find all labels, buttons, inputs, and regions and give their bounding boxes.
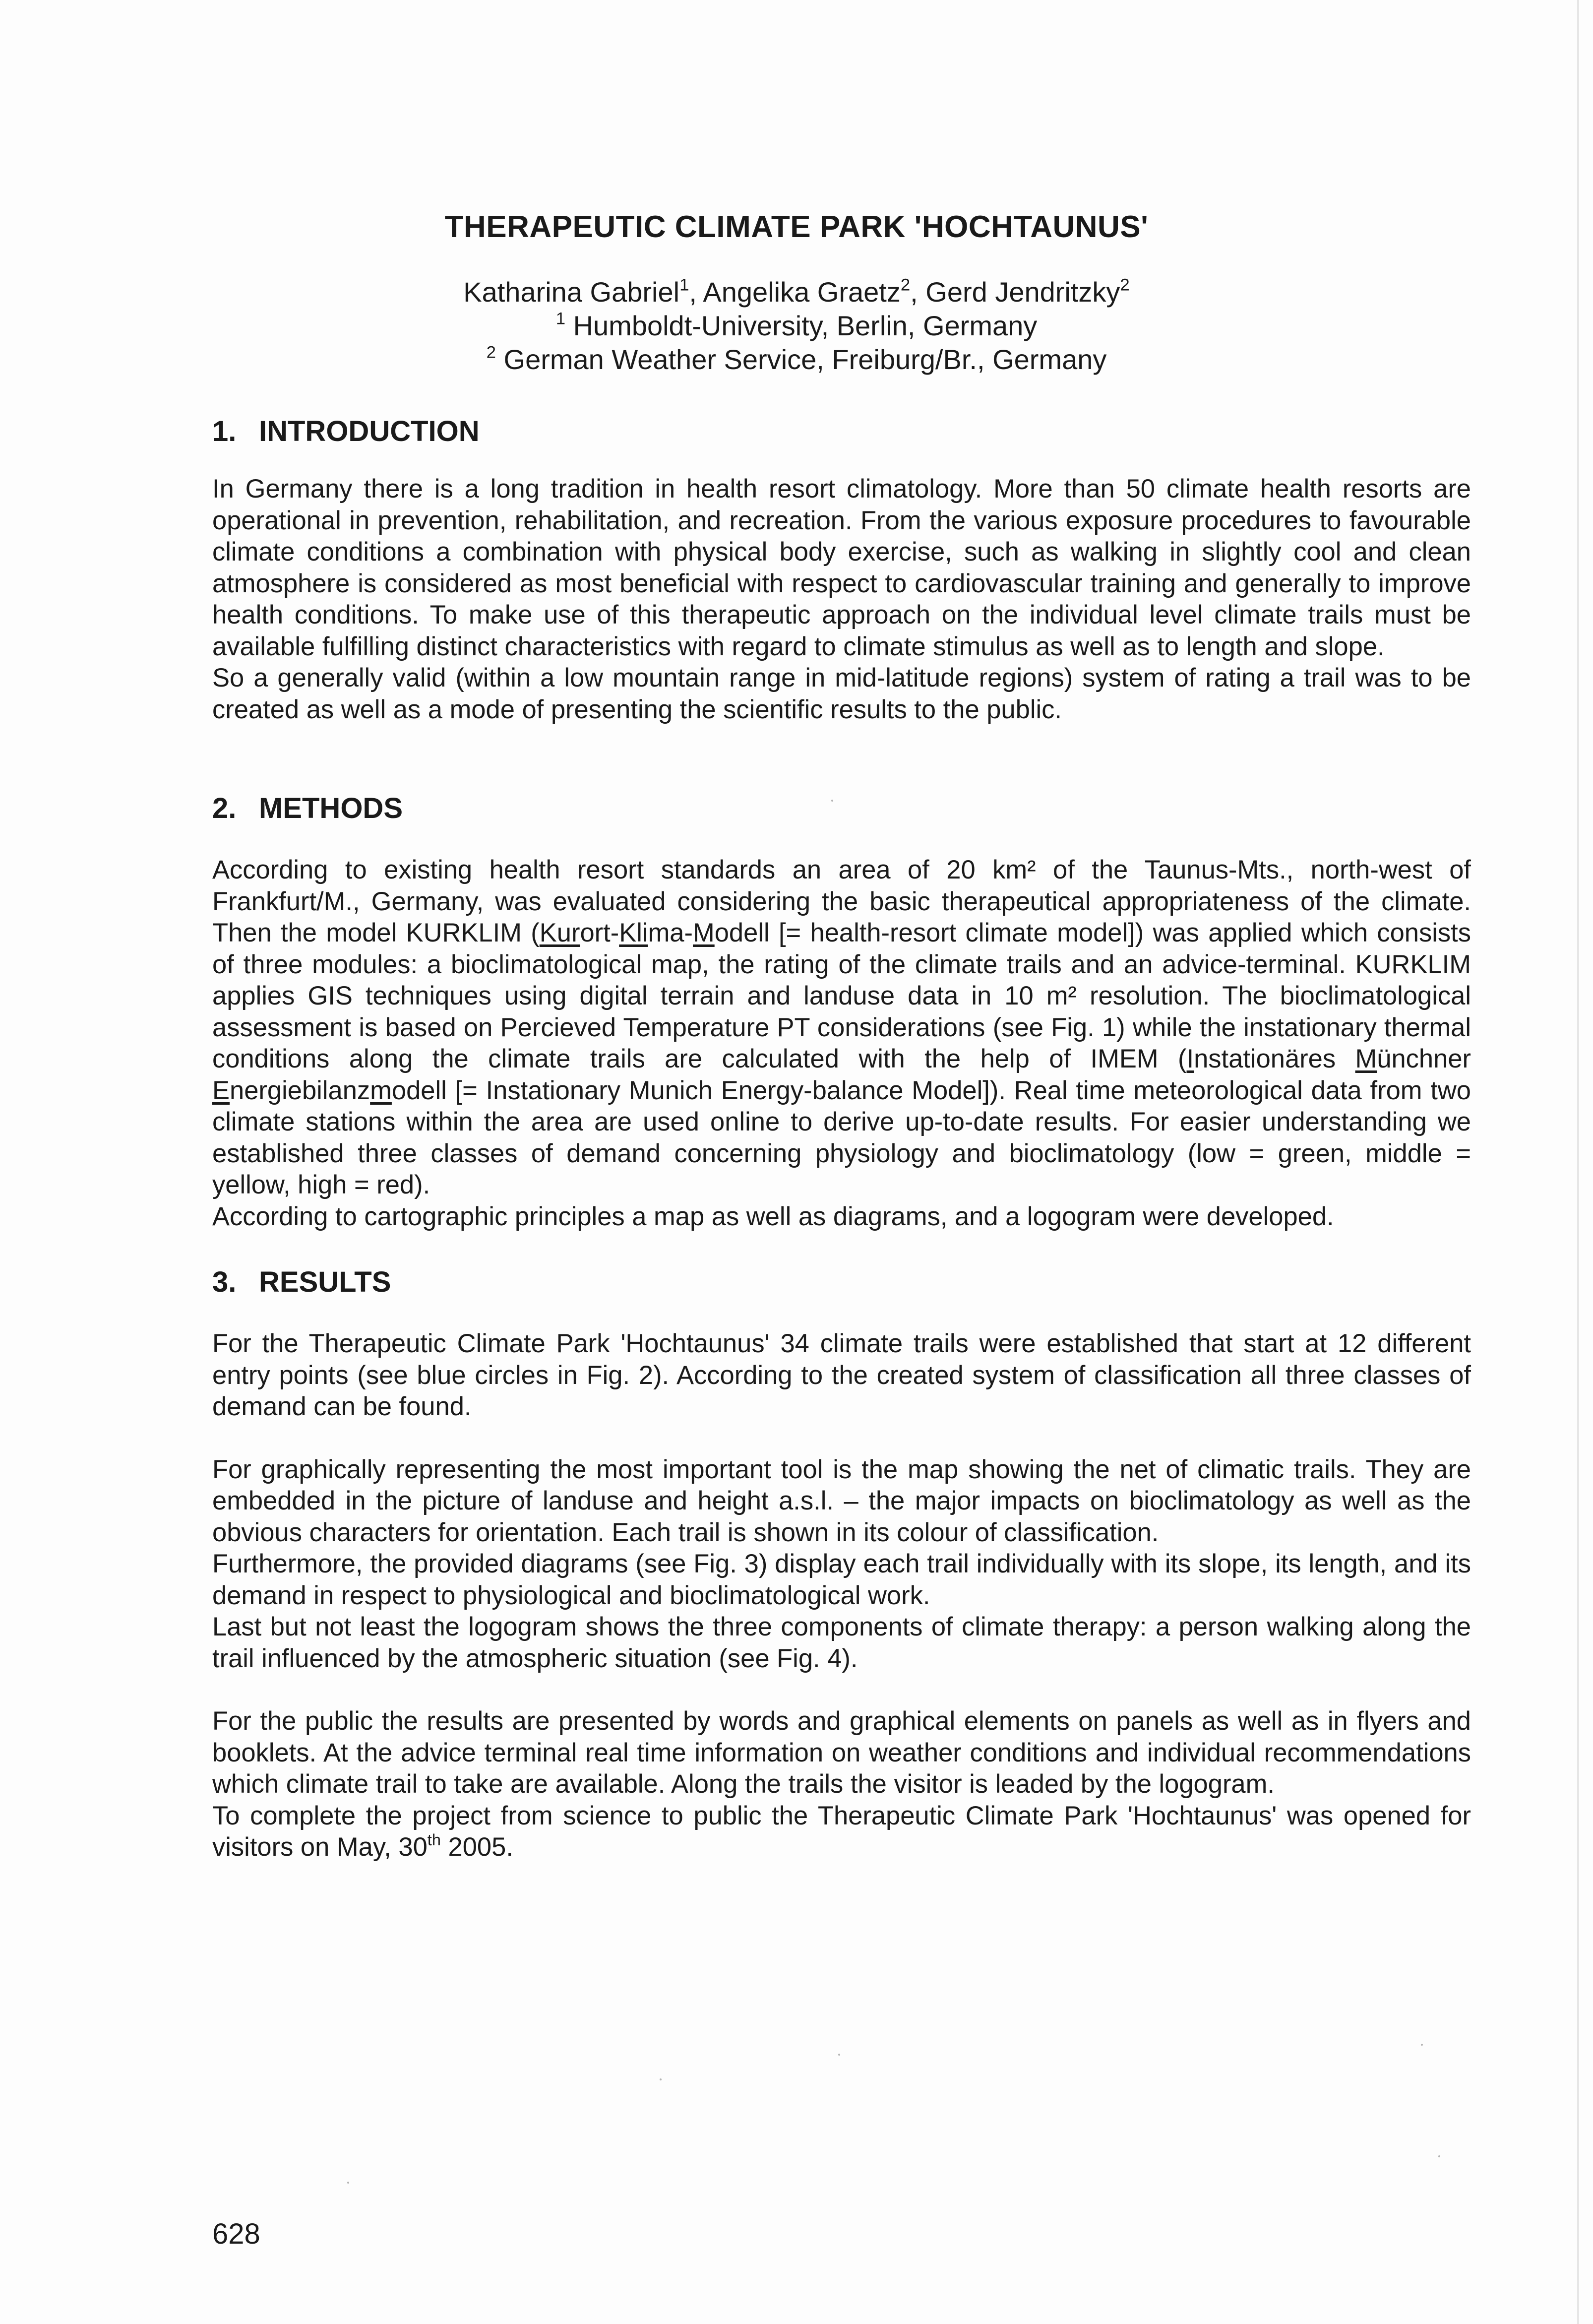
affiliation-text: German Weather Service, Freiburg/Br., Germany <box>495 344 1107 375</box>
introduction-body <box>212 473 1471 725</box>
author-separator: , <box>910 276 926 308</box>
text-run: odell [= Instationary Munich Energy-balance Model]). Real time meteorological data from two climate stations within the area are used online to derive up-to-date results. For easier understanding we established three classes of demand concerning physiology and bioclimatology (low = green, middle = yellow, high = red). <box>212 1075 1471 1199</box>
underlined-letters: M <box>692 918 715 947</box>
page-number: 628 <box>212 2218 260 2250</box>
scan-speck <box>1421 2044 1423 2046</box>
section-heading-methods <box>212 792 403 825</box>
text-run: nstationäres <box>1194 1044 1355 1073</box>
author-separator: , <box>689 276 703 308</box>
author-name: Katharina Gabriel <box>463 276 680 308</box>
underlined-letters: Kli <box>619 918 648 947</box>
paragraph: Furthermore, the provided diagrams (see Fig. 3) display each trail individually with its slope, its length, and its demand in respect to physiological and bioclimatological work. <box>212 1549 1471 1610</box>
section-heading-introduction <box>212 415 480 448</box>
section-number: 3. <box>212 1266 237 1298</box>
paragraph: In Germany there is a long tradition in health resort climatology. More than 50 climate health resorts are operational in prevention, rehabilitation, and recreation. From the various exposure procedures to favourable climate conditions a combination with physical body exercise, such as walking in slightly cool and clean atmosphere is considered as most beneficial with respect to cardiovascular training and generally to improve health conditions. To make use of this therapeutic approach on the individual level climate trails must be available fulfilling distinct characteristics with regard to climate stimulus as well as to length and slope. <box>212 474 1471 661</box>
author-name: Angelika Graetz <box>703 276 901 308</box>
ordinal-suffix: th <box>427 1830 441 1849</box>
author-affiliation-mark: 2 <box>1120 275 1130 295</box>
paragraph <box>212 1800 1471 1863</box>
underlined-letters: I <box>1186 1044 1194 1073</box>
methods-body <box>212 854 1471 1232</box>
section-heading-results <box>212 1265 391 1299</box>
scan-speck <box>1438 2155 1440 2157</box>
paragraph: So a generally valid (within a low mountain range in mid-latitude regions) system of rating a trail was to be created as well as a mode of presenting the scientific results to the public. <box>212 663 1471 724</box>
author-line <box>0 275 1593 309</box>
scan-speck <box>831 800 833 802</box>
author-block <box>0 275 1593 377</box>
section-title: RESULTS <box>259 1266 391 1298</box>
paragraph: For the Therapeutic Climate Park 'Hochtaunus' 34 climate trails were established that start at 12 different entry points (see blue circles in Fig. 2). According to the created system of classification all three classes of demand can be found. <box>212 1329 1471 1421</box>
paragraph: According to cartographic principles a map as well as diagrams, and a logogram were developed. <box>212 1201 1334 1231</box>
text-run: 2005. <box>440 1832 513 1862</box>
paragraph: For the public the results are presented by words and graphical elements on panels as well as in flyers and booklets. At the advice terminal real time information on weather conditions and individual recommendations which climate trail to take are available. Along the trails the visitor is leaded by the logogram. <box>212 1706 1471 1799</box>
author-affiliation-mark: 1 <box>679 275 689 295</box>
text-run: According to existing health resort standards an area of 20 km² of the Taunus-Mts., north-west of Frankfurt/M., Germany, was evaluated considering the basic therapeutical appropriateness of the climate. Then the model KURKLIM ( <box>212 855 1471 947</box>
text-run: odell [= health-resort climate model]) was applied which consists of three modules: a bioclimatological map, the rating of the climate trails and an advice-terminal. KURKLIM applies GIS techniques using digital terrain and landuse data in 10 m² resolution. The bioclimatological assessment is based on Percieved Temperature PT considerations (see Fig. 1) while the instationary thermal conditions along the climate trails are calculated with the help of IMEM ( <box>212 918 1471 1073</box>
paragraph: For graphically representing the most important tool is the map showing the net of climatic trails. They are embedded in the picture of landuse and height a.s.l. – the major impacts on bioclimatology as well as the obvious characters for orientation. Each trail is shown in its colour of classification. <box>212 1454 1471 1547</box>
section-title: METHODS <box>259 792 403 824</box>
underlined-letters: M <box>1355 1044 1377 1073</box>
paper-title: THERAPEUTIC CLIMATE PARK 'HOCHTAUNUS' <box>444 210 1149 244</box>
underlined-letters: E <box>212 1075 230 1105</box>
scan-speck <box>347 2182 349 2184</box>
paragraph <box>212 854 1471 1201</box>
underlined-letters: Kur <box>539 918 580 947</box>
affiliation-mark: 1 <box>555 309 566 328</box>
scan-speck <box>838 2054 840 2056</box>
text-run: To complete the project from science to public the Therapeutic Climate Park 'Hochtaunus' was opened for visitors on May, 30 <box>212 1801 1471 1862</box>
text-run: nergiebilanz <box>230 1075 370 1105</box>
section-title: INTRODUCTION <box>259 415 480 447</box>
scan-speck <box>660 2078 662 2080</box>
author-affiliation-mark: 2 <box>900 275 911 295</box>
affiliation-line <box>0 309 1593 343</box>
results-body <box>212 1328 1471 1863</box>
section-number: 2. <box>212 792 237 824</box>
underlined-letters: m <box>370 1075 392 1105</box>
text-run: ort- <box>580 918 619 947</box>
text-run: ma- <box>648 918 693 947</box>
paragraph: Last but not least the logogram shows the three components of climate therapy: a person walking along the trail influenced by the atmospheric situation (see Fig. 4). <box>212 1612 1471 1673</box>
affiliation-mark: 2 <box>486 343 496 362</box>
affiliation-text: Humboldt-University, Berlin, Germany <box>565 310 1038 341</box>
text-run: ünchner <box>1377 1044 1471 1073</box>
author-name: Gerd Jendritzky <box>925 276 1120 308</box>
affiliation-line <box>0 343 1593 377</box>
section-number: 1. <box>212 415 237 447</box>
